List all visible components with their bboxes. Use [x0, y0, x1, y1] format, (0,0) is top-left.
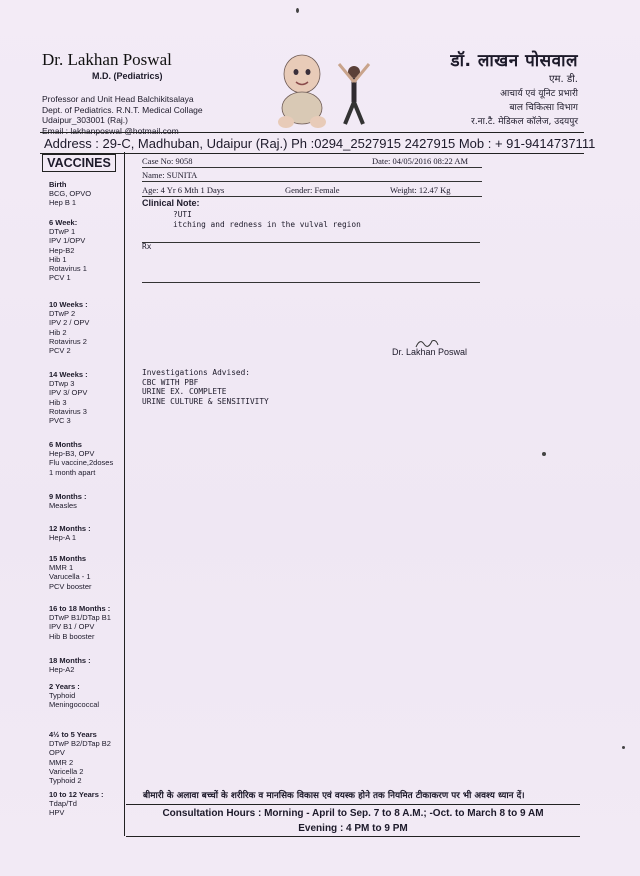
- patient-name: Name: SUNITA: [142, 170, 198, 180]
- header-line-2: Dept. of Pediatrics. R.N.T. Medical Collage: [42, 104, 203, 115]
- vaccine-group-heading: 15 Months: [49, 554, 87, 563]
- header-hindi-line-1: आचार्य एवं यूनिट प्रभारी: [500, 89, 578, 99]
- vaccine-group: [49, 790, 129, 818]
- footer-hindi-note: बीमारी के अलावा बच्चों के शरीरिक व मानसिक विकास एवं वयस्क होने तक नियमित टीकाकरण पर भी अवश्य ध्यान दें।: [143, 791, 525, 801]
- vaccine-item: PCV booster: [49, 581, 92, 591]
- investigations-section: [142, 368, 472, 406]
- patient-weight: Weight: 12.47 Kg: [390, 185, 451, 195]
- vaccine-item: Rotavirus 2: [49, 336, 87, 346]
- vaccine-group: [49, 730, 129, 785]
- vaccine-group: [49, 180, 129, 208]
- rx-label: Rx: [142, 242, 152, 251]
- vaccine-item: Varicella 2: [49, 766, 84, 776]
- vaccine-item: IPV B1 / OPV: [49, 622, 95, 632]
- patient-age: Age: 4 Yr 6 Mth 1 Days: [142, 185, 225, 195]
- vaccine-item: Typhoid: [49, 691, 76, 701]
- vaccine-group-heading: 4½ to 5 Years: [49, 730, 97, 739]
- vaccine-item: Flu vaccine,2doses: [49, 458, 114, 468]
- vaccine-item: IPV 3/ OPV: [49, 388, 88, 398]
- visit-date: Date: 04/05/2016 08:22 AM: [372, 156, 469, 166]
- investigations-label: Investigations Advised:: [142, 368, 250, 377]
- vaccine-item: Hep-A2: [49, 665, 75, 675]
- vaccine-item: BCG, OPVO: [49, 189, 92, 199]
- baby-logo-icon: [276, 52, 330, 132]
- vaccine-item: PCV 1: [49, 273, 71, 283]
- vaccine-item: Tdap/Td: [49, 799, 77, 809]
- vaccine-item: DTwP 1: [49, 227, 76, 237]
- doctor-name-english: Dr. Lakhan Poswal: [42, 50, 172, 69]
- vaccine-item: PCV 2: [49, 346, 71, 356]
- vaccine-group-heading: 10 to 12 Years :: [49, 790, 104, 799]
- vaccine-group-heading: 10 Weeks :: [49, 300, 88, 309]
- vaccine-group-heading: 6 Week:: [49, 218, 78, 227]
- doctor-degree-english: M.D. (Pediatrics): [92, 71, 163, 81]
- vaccine-group-heading: 18 Months :: [49, 656, 91, 665]
- vaccine-group-heading: 16 to 18 Months :: [49, 604, 111, 613]
- vaccine-group: [49, 682, 129, 710]
- vaccine-item: Hep-B2: [49, 245, 75, 255]
- vaccine-item: DTwP B2/DTap B2: [49, 739, 111, 749]
- clinical-note-label: Clinical Note:: [142, 198, 200, 208]
- investigation-3: URINE CULTURE & SENSITIVITY: [142, 396, 269, 406]
- vaccine-item: Rotavirus 1: [49, 264, 87, 274]
- investigation-2: URINE EX. COMPLETE: [142, 387, 227, 396]
- paper-speck: [296, 8, 299, 13]
- vaccine-item: OPV: [49, 748, 65, 758]
- vaccine-item: HPV: [49, 808, 65, 818]
- vaccine-group: [49, 524, 129, 542]
- header-hindi-line-3: र.ना.टै. मेडिकल कॉलेज, उदयपुर: [471, 117, 578, 127]
- vaccine-item: DTwp 3: [49, 379, 75, 389]
- paper-speck: [622, 746, 625, 749]
- vaccine-item: Varucella - 1: [49, 572, 91, 582]
- vaccine-item: Hib 1: [49, 254, 67, 264]
- vaccine-group-heading: 12 Months :: [49, 524, 91, 533]
- vaccine-item: Hib 3: [49, 397, 67, 407]
- vaccine-item: Hep B 1: [49, 198, 77, 208]
- vaccine-item: 1 month apart: [49, 467, 96, 477]
- vaccine-item: MMR 1: [49, 563, 74, 573]
- vaccine-item: IPV 1/OPV: [49, 236, 86, 246]
- vaccines-column: [40, 152, 125, 836]
- case-number: Case No: 9058: [142, 156, 193, 166]
- header-line-3: Udaipur_303001 (Raj.): [42, 115, 128, 125]
- investigation-1: CBC WITH PBF: [142, 377, 199, 387]
- vaccine-group-heading: Birth: [49, 180, 67, 189]
- patient-gender: Gender: Female: [285, 185, 340, 195]
- vaccine-group: [49, 656, 129, 674]
- vaccine-item: Meningococcal: [49, 700, 100, 710]
- clinical-note-2: itching and redness in the vulval region: [173, 219, 361, 229]
- header-hindi: [358, 48, 578, 129]
- vaccine-group-heading: 9 Months :: [49, 492, 87, 501]
- vaccine-group: [49, 604, 129, 641]
- doctor-degree-hindi: एम. डी.: [549, 74, 578, 85]
- vaccine-item: Measles: [49, 501, 77, 511]
- vaccine-item: Hib 2: [49, 327, 67, 337]
- vaccines-title: VACCINES: [42, 154, 116, 172]
- vaccine-group: [49, 492, 129, 510]
- doctor-name-hindi: डॉ. लाखन पोसवाल: [450, 51, 578, 71]
- vaccine-item: Rotavirus 3: [49, 406, 87, 416]
- vaccine-group: [49, 440, 129, 477]
- consultation-hours: [126, 804, 580, 837]
- paper-speck: [542, 452, 546, 456]
- vaccine-item: Typhoid 2: [49, 776, 82, 786]
- vaccine-item: Hib B booster: [49, 631, 95, 641]
- header-line-1: Professor and Unit Head Balchikitsalaya: [42, 94, 194, 104]
- vaccine-item: IPV 2 / OPV: [49, 318, 90, 328]
- vaccine-item: DTwP B1/DTap B1: [49, 613, 111, 623]
- vaccine-group-heading: 14 Weeks :: [49, 370, 88, 379]
- vaccine-item: MMR 2: [49, 757, 74, 767]
- clinical-note-1: ?UTI: [173, 210, 192, 219]
- consultation-hours-morning: Consultation Hours : Morning - April to Sep. 7 to 8 A.M.; -Oct. to March 8 to 9 AM: [162, 808, 544, 819]
- address-bar: Address : 29-C, Madhuban, Udaipur (Raj.) Ph :0294_2527915 2427915 Mob : + 91-9414737111: [40, 132, 584, 154]
- header-english: [42, 50, 277, 136]
- consultation-hours-evening: Evening : 4 PM to 9 PM: [298, 823, 408, 834]
- doctor-signature: Dr. Lakhan Poswal: [392, 347, 468, 357]
- vaccine-group: [49, 554, 129, 591]
- vaccine-group-heading: 2 Years :: [49, 682, 80, 691]
- vaccine-group: [49, 370, 129, 425]
- vaccine-item: Hep-A 1: [49, 533, 77, 543]
- header-hindi-line-2: बाल चिकित्सा विभाग: [509, 103, 578, 113]
- vaccine-group: [49, 218, 129, 282]
- vaccine-group-heading: 6 Months: [49, 440, 82, 449]
- vaccine-item: PVC 3: [49, 416, 71, 426]
- vaccine-group: [49, 300, 129, 355]
- header-email: Email : lakhanposwal @hotmail.com: [42, 125, 179, 136]
- vaccine-item: Hep-B3, OPV: [49, 449, 95, 459]
- vaccine-item: DTwP 2: [49, 309, 76, 319]
